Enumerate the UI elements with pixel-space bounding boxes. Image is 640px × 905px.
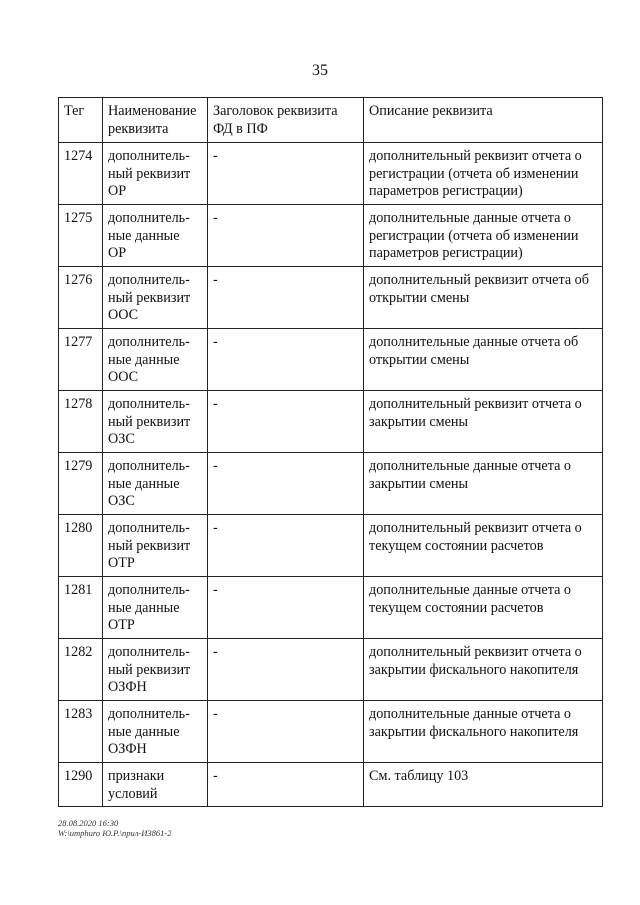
cell-name-line: ные данные	[108, 723, 180, 740]
cell-name	[103, 267, 208, 329]
table-row	[59, 515, 603, 577]
cell-name-line: дополнитель-	[108, 396, 190, 412]
cell-description	[364, 391, 603, 453]
table-row	[59, 391, 603, 453]
cell-heading: -	[208, 701, 364, 763]
table-row	[59, 267, 603, 329]
cell-heading: -	[208, 391, 364, 453]
cell-description-line: открытии смены	[369, 289, 470, 306]
cell-name-line: ОР	[108, 183, 127, 199]
cell-name-line: ный реквизит	[108, 537, 191, 554]
cell-description-line: дополнительные данные отчета о	[369, 582, 572, 598]
cell-tag: 1275	[59, 205, 103, 267]
table-row	[59, 763, 603, 807]
cell-name-line: дополнитель-	[108, 520, 190, 536]
cell-name-line: ный реквизит	[108, 413, 191, 430]
cell-tag: 1277	[59, 329, 103, 391]
cell-name-line: ОР	[108, 245, 127, 261]
cell-tag: 1278	[59, 391, 103, 453]
cell-description-line: регистрации (отчета об изменении	[369, 227, 579, 244]
cell-name-line: ОЗС	[108, 431, 135, 447]
cell-name	[103, 205, 208, 267]
cell-description-line: закрытии фискального накопителя	[369, 661, 579, 678]
cell-description	[364, 763, 603, 807]
cell-description	[364, 453, 603, 515]
cell-description-line: закрытии смены	[369, 413, 469, 430]
table-row	[59, 701, 603, 763]
cell-description-line: См. таблицу 103	[369, 768, 469, 784]
cell-heading: -	[208, 763, 364, 807]
cell-description	[364, 701, 603, 763]
cell-description-line: текущем состоянии расчетов	[369, 537, 544, 554]
cell-name-line: ный реквизит	[108, 289, 191, 306]
cell-heading: -	[208, 205, 364, 267]
cell-heading: -	[208, 639, 364, 701]
cell-name-line: дополнитель-	[108, 458, 190, 474]
cell-description-line: параметров регистрации)	[369, 245, 523, 261]
cell-name	[103, 143, 208, 205]
page-number: 35	[312, 62, 328, 79]
footer-stamp	[58, 818, 171, 838]
header-name-line: реквизита	[108, 120, 169, 137]
cell-name-line: ные данные	[108, 475, 180, 492]
table-row	[59, 329, 603, 391]
footer-path: W:\umphuro Ю.Р.\прил-И3861-2	[58, 828, 172, 838]
cell-tag: 1282	[59, 639, 103, 701]
cell-tag: 1279	[59, 453, 103, 515]
cell-description-line: текущем состоянии расчетов	[369, 599, 544, 616]
cell-tag: 1274	[59, 143, 103, 205]
cell-name-line: ООС	[108, 307, 139, 323]
header-heading-line: ФД в ПФ	[213, 120, 268, 137]
header-tag: Тег	[59, 98, 103, 143]
cell-description	[364, 267, 603, 329]
cell-description-line: открытии смены	[369, 351, 470, 368]
cell-name	[103, 391, 208, 453]
cell-name	[103, 515, 208, 577]
cell-description-line: дополнительный реквизит отчета о	[369, 520, 582, 536]
cell-name-line: ОТР	[108, 555, 135, 571]
cell-name-line: ОТР	[108, 617, 135, 633]
cell-description-line: закрытии фискального накопителя	[369, 723, 579, 740]
cell-tag: 1290	[59, 763, 103, 807]
cell-name-line: дополнитель-	[108, 210, 190, 226]
cell-tag: 1280	[59, 515, 103, 577]
cell-description	[364, 329, 603, 391]
header-description: Описание реквизита	[364, 98, 603, 143]
table-header-row	[59, 98, 603, 143]
cell-tag: 1283	[59, 701, 103, 763]
cell-description-line: дополнительные данные отчета о	[369, 458, 572, 474]
table-row	[59, 577, 603, 639]
cell-description-line: дополнительный реквизит отчета о	[369, 396, 582, 412]
cell-name-line: ОЗФН	[108, 679, 147, 695]
cell-name-line: условий	[108, 785, 158, 802]
cell-name	[103, 639, 208, 701]
requisites-table	[58, 97, 603, 807]
table-row	[59, 143, 603, 205]
cell-description-line: параметров регистрации)	[369, 183, 523, 199]
cell-name-line: дополнитель-	[108, 272, 190, 288]
table-row	[59, 205, 603, 267]
footer-date: 28.08.2020 16:30	[58, 818, 119, 828]
header-heading	[208, 98, 364, 143]
cell-name-line: ные данные	[108, 227, 180, 244]
table-row	[59, 639, 603, 701]
cell-name-line: ный реквизит	[108, 165, 191, 182]
cell-name	[103, 453, 208, 515]
cell-name	[103, 763, 208, 807]
cell-description-line: закрытии смены	[369, 475, 469, 492]
cell-description	[364, 515, 603, 577]
header-name	[103, 98, 208, 143]
cell-description-line: дополнительный реквизит отчета об	[369, 272, 589, 288]
cell-description	[364, 205, 603, 267]
cell-heading: -	[208, 453, 364, 515]
cell-name	[103, 329, 208, 391]
cell-heading: -	[208, 143, 364, 205]
cell-heading: -	[208, 329, 364, 391]
cell-description-line: дополнительный реквизит отчета о	[369, 148, 582, 164]
cell-name-line: ОЗФН	[108, 741, 147, 757]
cell-description-line: дополнительный реквизит отчета о	[369, 644, 582, 660]
cell-heading: -	[208, 515, 364, 577]
cell-name-line: дополнитель-	[108, 334, 190, 350]
cell-heading: -	[208, 577, 364, 639]
cell-name-line: дополнитель-	[108, 148, 190, 164]
cell-name-line: ные данные	[108, 351, 180, 368]
cell-description-line: дополнительные данные отчета о	[369, 706, 572, 722]
cell-name	[103, 701, 208, 763]
cell-heading: -	[208, 267, 364, 329]
cell-name-line: ный реквизит	[108, 661, 191, 678]
cell-description	[364, 143, 603, 205]
cell-tag: 1281	[59, 577, 103, 639]
table-row	[59, 453, 603, 515]
header-heading-line: Заголовок реквизита	[213, 103, 338, 119]
cell-description-line: дополнительные данные отчета о	[369, 210, 572, 226]
header-name-line: Наименование	[108, 103, 197, 119]
cell-name-line: дополнитель-	[108, 582, 190, 598]
cell-name-line: ные данные	[108, 599, 180, 616]
cell-description-line: регистрации (отчета об изменении	[369, 165, 579, 182]
cell-name-line: дополнитель-	[108, 706, 190, 722]
cell-description	[364, 639, 603, 701]
cell-tag: 1276	[59, 267, 103, 329]
cell-name-line: признаки	[108, 768, 165, 784]
cell-name-line: ООС	[108, 369, 139, 385]
cell-name-line: дополнитель-	[108, 644, 190, 660]
cell-name	[103, 577, 208, 639]
cell-name-line: ОЗС	[108, 493, 135, 509]
cell-description	[364, 577, 603, 639]
cell-description-line: дополнительные данные отчета об	[369, 334, 579, 350]
